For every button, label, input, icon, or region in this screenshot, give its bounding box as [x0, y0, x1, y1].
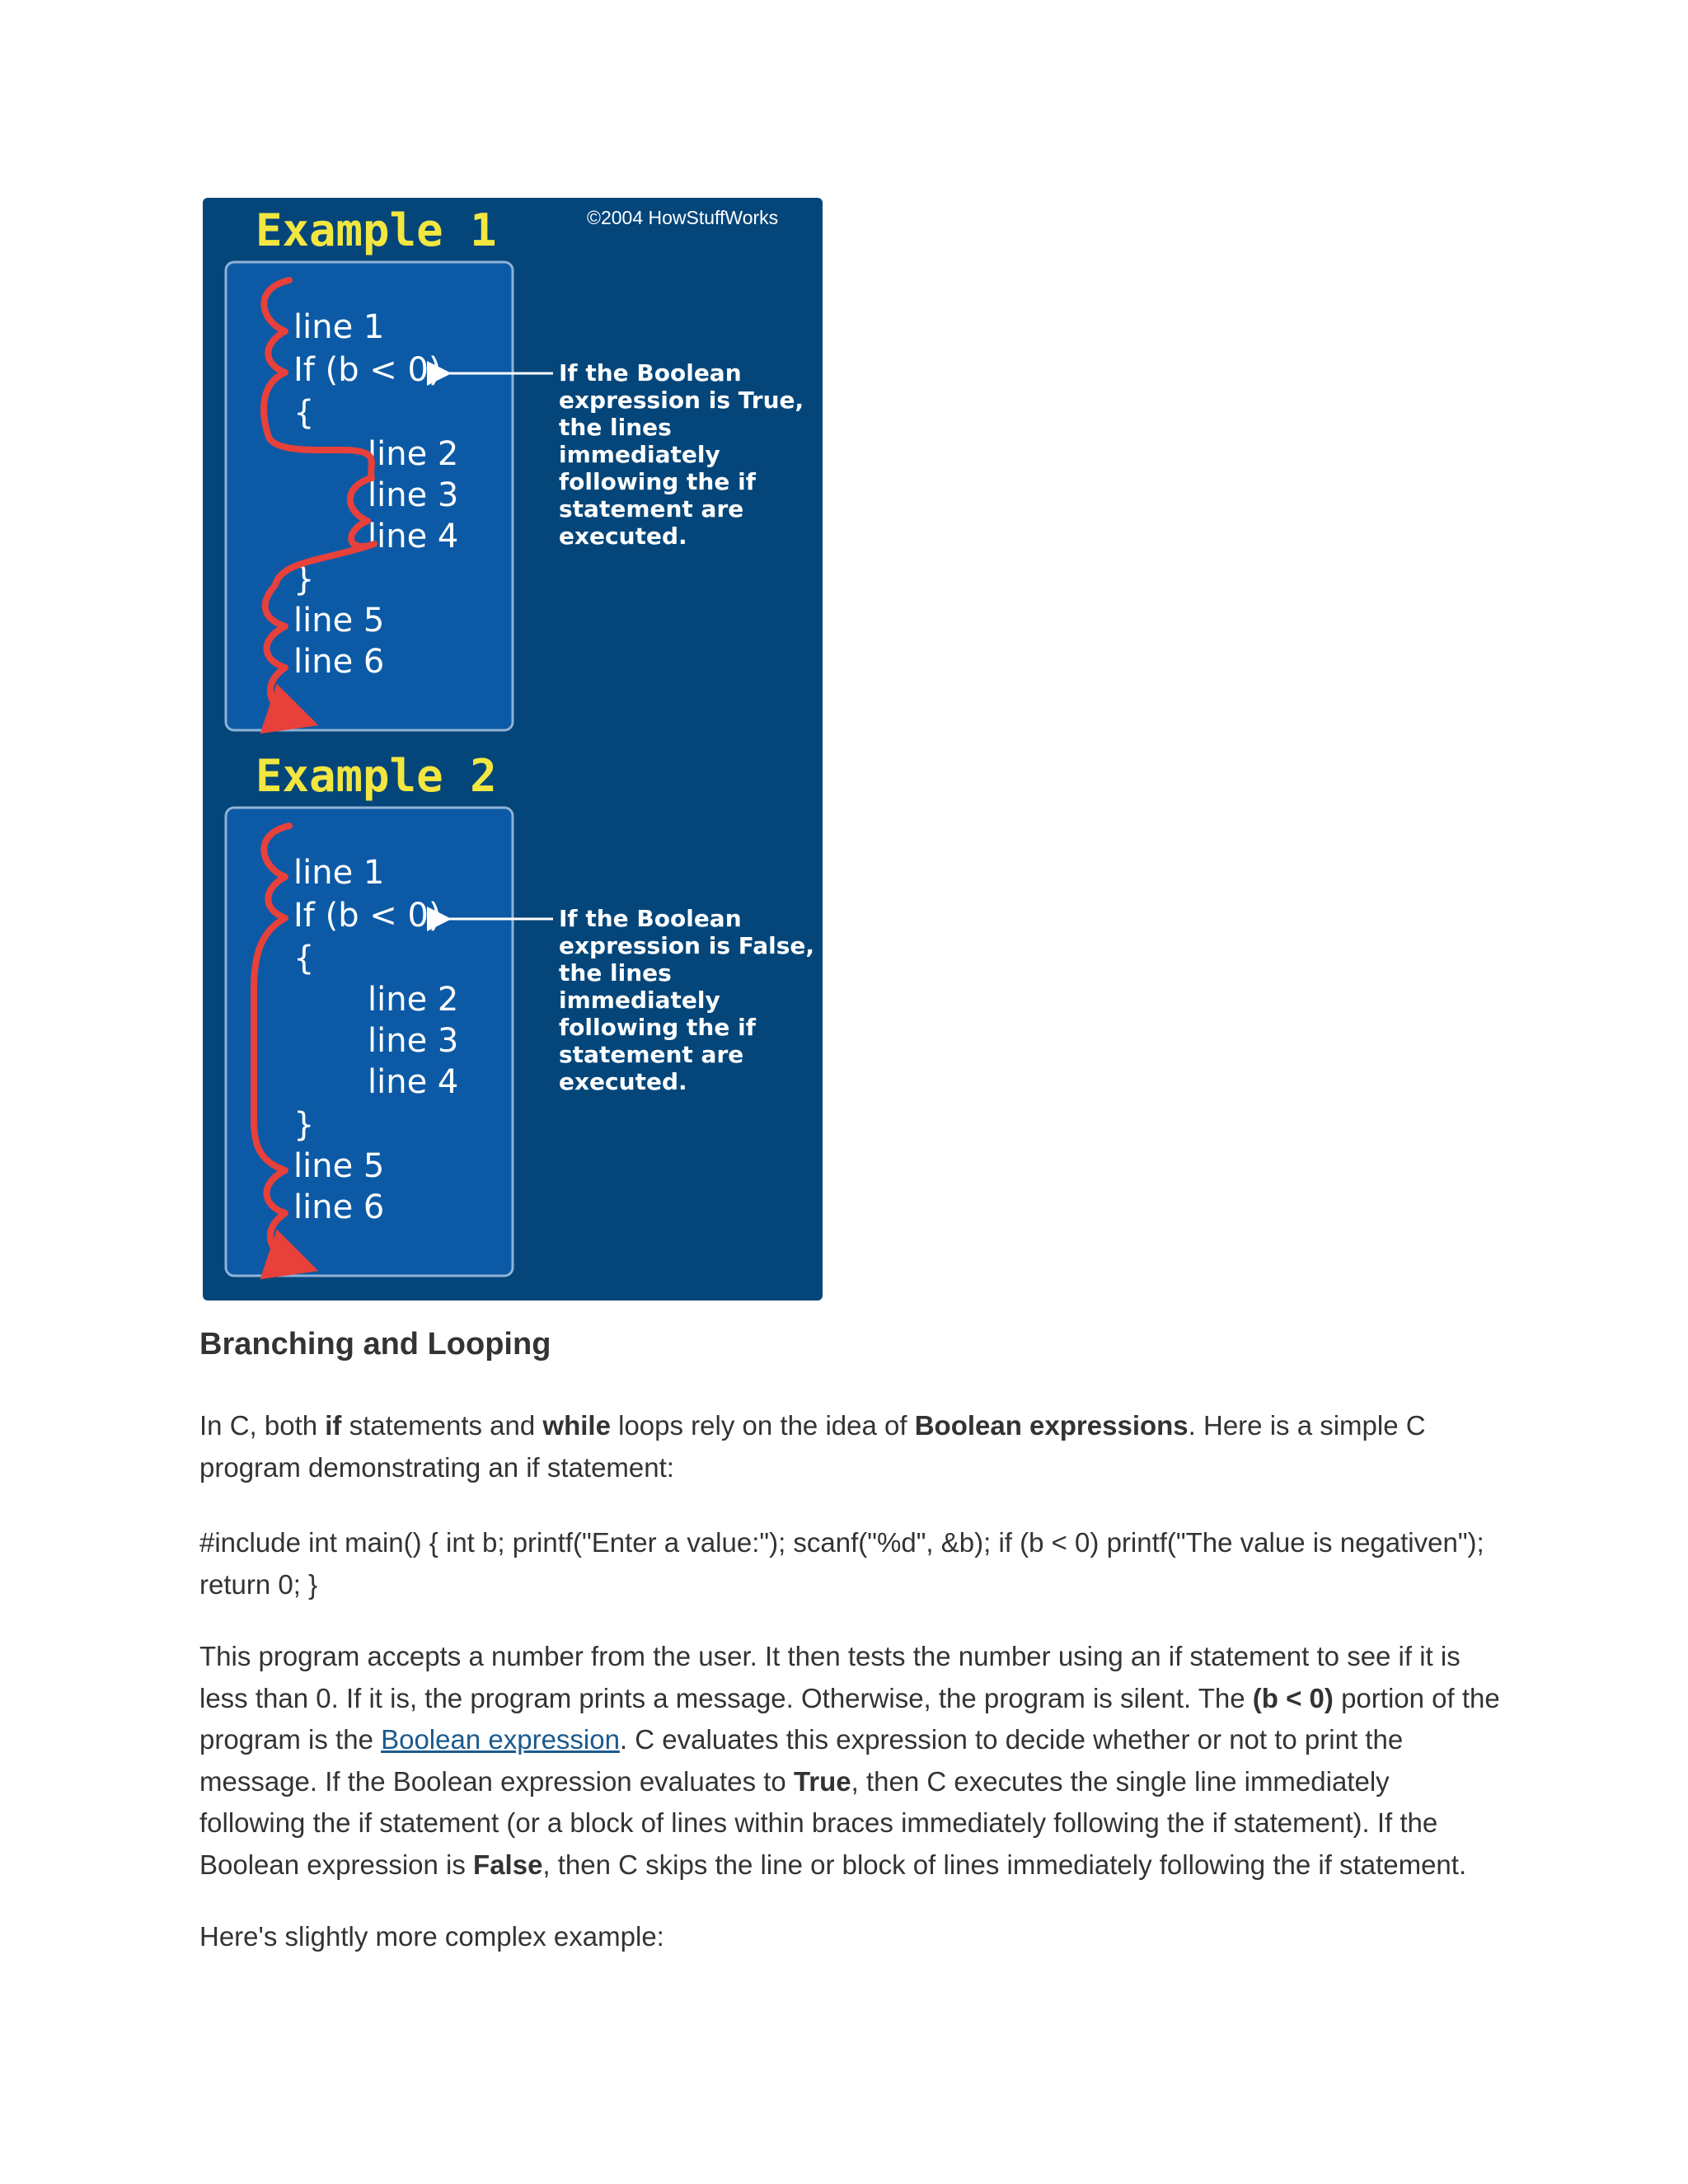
code-line-3: line 3	[368, 476, 459, 514]
code-line-2: line 2	[368, 981, 459, 1019]
code-line-5: line 5	[293, 1147, 385, 1185]
svg-text:following the if: following the if	[559, 468, 756, 495]
code-line-4: line 4	[368, 1063, 459, 1101]
svg-text:the lines: the lines	[559, 414, 672, 441]
explanation-paragraph: This program accepts a number from the user. It then tests the number using an if statement to see if it is less than 0. If it is, the program prints a message. Otherwise, the program is silent. The (b < 0) portion of the program is the Boolean expression. C evaluates this expression to decide whether or not to print the message. If the Boolean expression evaluates to True, then C executes the single line immediately following the if statement (or a block of lines within braces immediately following the if statement). If the Boolean expression is False, then C skips the line or block of lines immediately following the if statement.	[199, 1641, 1500, 1880]
svg-text:executed.: executed.	[559, 523, 687, 550]
code-line-open-brace: {	[293, 394, 315, 432]
code-line-3: line 3	[368, 1022, 459, 1060]
code-line-1: line 1	[293, 854, 385, 892]
code-line-if: If (b < 0)	[293, 897, 442, 935]
code-line-2: line 2	[368, 435, 459, 473]
svg-text:the lines: the lines	[559, 959, 672, 987]
intro-paragraph: In C, both if statements and while loops rely on the idea of Boolean expressions. Here is a simple C program demonstrating an if statement:	[199, 1410, 1426, 1483]
section-heading: Branching and Looping	[199, 1327, 551, 1361]
code-line-if: If (b < 0)	[293, 351, 442, 389]
svg-text:expression is True,: expression is True,	[559, 387, 804, 414]
if-statement-diagram	[203, 198, 823, 1301]
closing-paragraph: Here's slightly more complex example:	[199, 1921, 664, 1952]
code-line-1: line 1	[293, 308, 385, 346]
svg-text:expression is False,: expression is False,	[559, 932, 815, 959]
svg-text:statement are: statement are	[559, 495, 744, 523]
example-2-title: Example 2	[256, 750, 497, 802]
code-line-6: line 6	[293, 643, 385, 681]
svg-text:If the Boolean: If the Boolean	[559, 905, 742, 932]
copyright-text: ©2004 HowStuffWorks	[587, 207, 779, 228]
svg-text:executed.: executed.	[559, 1068, 687, 1095]
boolean-expression-link[interactable]: Boolean expression	[381, 1724, 620, 1755]
svg-text:statement are: statement are	[559, 1041, 744, 1068]
code-line-close-brace: }	[293, 560, 315, 598]
code-sample-paragraph: #include int main() { int b; printf("Enter a value:"); scanf("%d", &b); if (b < 0) printf("The value is negativen"); return 0; }	[199, 1527, 1484, 1600]
code-line-4: line 4	[368, 518, 459, 555]
code-line-5: line 5	[293, 602, 385, 640]
code-line-6: line 6	[293, 1188, 385, 1226]
code-line-close-brace: }	[293, 1106, 315, 1144]
example-1-title: Example 1	[256, 204, 497, 256]
svg-text:following the if: following the if	[559, 1014, 756, 1041]
svg-text:If the Boolean: If the Boolean	[559, 359, 742, 387]
svg-text:immediately: immediately	[559, 987, 720, 1014]
code-line-open-brace: {	[293, 940, 315, 977]
svg-text:immediately: immediately	[559, 441, 720, 468]
